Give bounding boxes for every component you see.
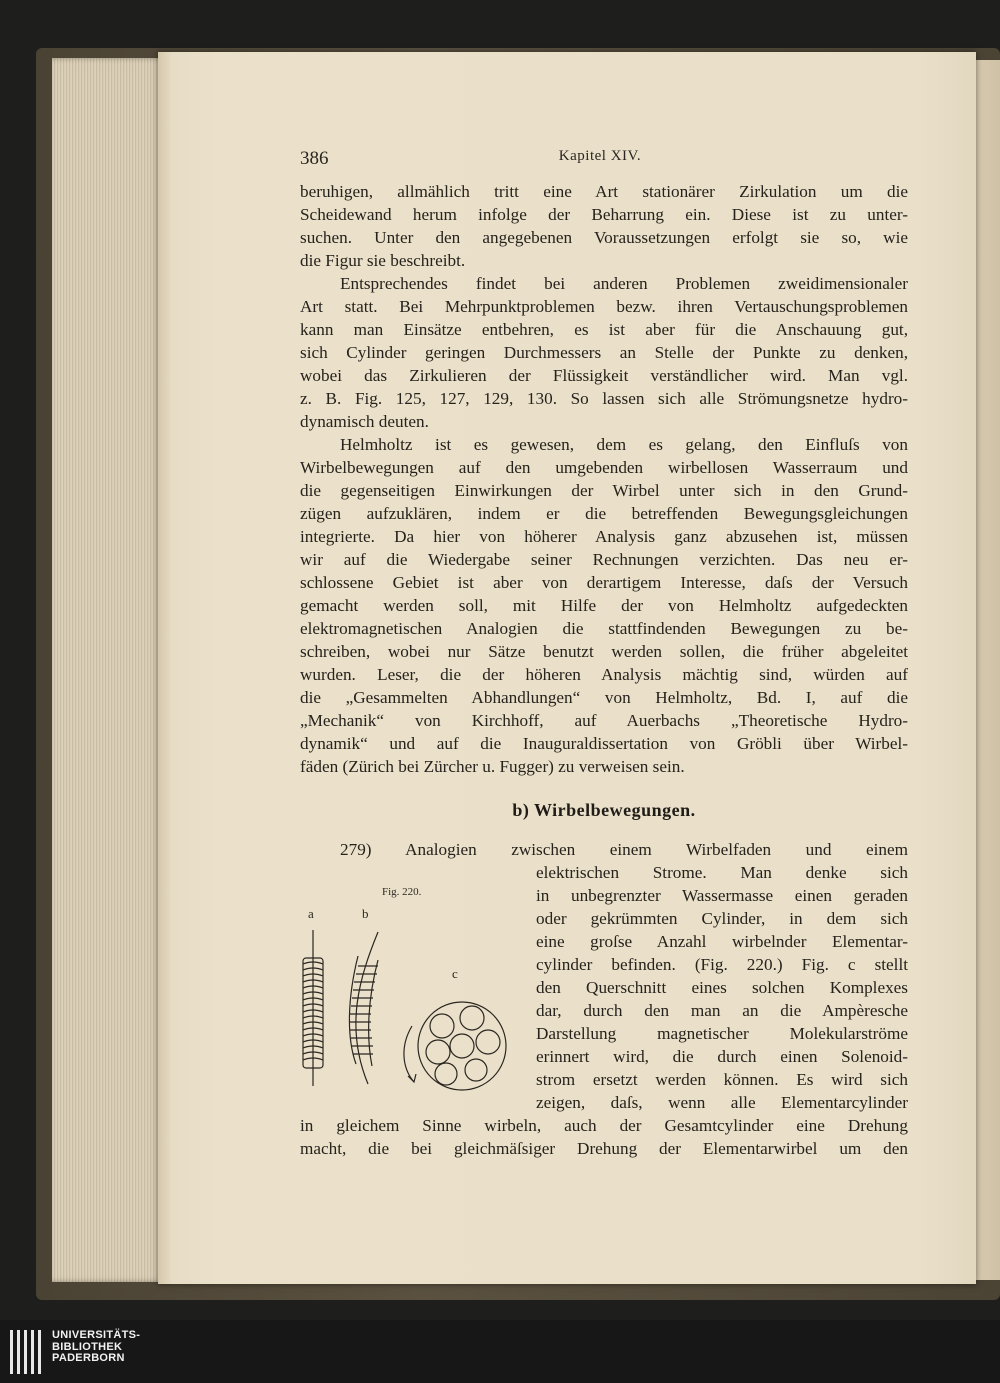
section-heading: b) Wirbelbewegungen.	[512, 800, 696, 820]
text-line: gemacht werden soll, mit Hilfe der von Helmholtz aufgedeckten	[300, 596, 908, 615]
text-line: in gleichem Sinne wirbeln, auch der Gesamtcylinder eine Drehung	[300, 1116, 908, 1135]
text-line: den Querschnitt eines solchen Komplexes	[536, 978, 908, 997]
text-line: elektromagnetischen Analogien die stattfindenden Bewegungen zu be-	[300, 619, 908, 638]
text-line: wobei das Zirkulieren der Flüssigkeit verständlicher wird. Man vgl.	[300, 366, 908, 385]
page-number: 386	[300, 148, 329, 169]
text-line: „Mechanik“ von Kirchhoff, auf Auerbachs „Theoretische Hydro-	[300, 711, 908, 730]
text-line: wir auf die Wiedergabe seiner Rechnungen verzichten. Das neu er-	[300, 550, 908, 569]
text-line: schlossene Gebiet ist aber von derartigem Interesse, daſs der Versuch	[300, 573, 908, 592]
fig-c-outer-circle	[418, 1002, 506, 1090]
text-line: eine groſse Anzahl wirbelnder Elementar-	[536, 932, 908, 951]
text-line: Entsprechendes findet bei anderen Problemen zweidimensionaler	[340, 274, 908, 293]
text-line: schreiben, wobei nur Sätze benutzt werden sollen, die früher abgeleitet	[300, 642, 908, 661]
text-line: strom ersetzt werden können. Es wird sich	[536, 1070, 908, 1089]
library-footer	[0, 1320, 1000, 1383]
logo-line-3: PADERBORN	[52, 1352, 125, 1364]
text-line: oder gekrümmten Cylinder, in dem sich	[536, 909, 908, 928]
logo-line-2: BIBLIOTHEK	[52, 1340, 123, 1353]
text-line: zügen aufzuklären, indem er die betreffenden Bewegungsgleichungen	[300, 504, 908, 523]
text-line: suchen. Unter den angegebenen Voraussetzungen erfolgt sie so, wie	[300, 228, 908, 247]
text-line: dynamik“ und auf die Inauguraldissertation von Gröbli über Wirbel-	[300, 734, 908, 753]
figure-label-c: c	[452, 966, 458, 981]
right-page-edge	[972, 60, 1000, 1280]
text-line: 279) Analogien zwischen einem Wirbelfaden und einem	[340, 840, 908, 859]
text-line: die „Gesammelten Abhandlungen“ von Helmholtz, Bd. I, auf die	[300, 688, 908, 707]
text-line: die Figur sie beschreibt.	[300, 251, 466, 270]
fig-b-axis	[356, 932, 378, 1084]
fig-b-inner	[369, 960, 378, 1066]
text-line: z. B. Fig. 125, 127, 129, 130. So lassen sich alle Strömungsnetze hydro-	[300, 389, 908, 408]
text-line: macht, die bei gleichmäſsiger Drehung der Elementarwirbel um den	[300, 1139, 908, 1158]
text-line: wurden. Leser, die der höheren Analysis mächtig sind, würden auf	[300, 665, 908, 684]
figure-220	[296, 886, 522, 1094]
text-line: beruhigen, allmählich tritt eine Art stationärer Zirkulation um die	[300, 182, 908, 201]
figure-drawing	[296, 886, 522, 1094]
text-line: fäden (Zürich bei Zürcher u. Fugger) zu verweisen sein.	[300, 757, 685, 776]
figure-label-a: a	[308, 906, 314, 921]
library-logo-text	[52, 1330, 140, 1365]
text-line: erinnert wird, die durch einen Solenoid-	[536, 1047, 908, 1066]
text-line: die gegenseitigen Einwirkungen der Wirbel unter sich in den Grund-	[300, 481, 908, 500]
text-line: sich Cylinder geringen Durchmessers an Stelle der Punkte zu denken,	[300, 343, 908, 362]
library-logo-icon	[10, 1330, 46, 1374]
text-line: Wirbelbewegungen auf den umgebenden wirbellosen Wasserraum und	[300, 458, 908, 477]
fig-c-rotation-arrow	[404, 1026, 414, 1082]
page-edges	[52, 58, 170, 1282]
running-title: Kapitel XIV.	[558, 148, 642, 164]
body-text	[300, 180, 908, 778]
text-line: Helmholtz ist es gewesen, dem es gelang, den Einfluſs von	[340, 435, 908, 454]
text-line: integrierte. Da hier von höherer Analysis ganz abzusehen ist, müssen	[300, 527, 908, 546]
text-line: kann man Einsätze entbehren, es ist aber für die Anschauung gut,	[300, 320, 908, 339]
text-line: Darstellung magnetischer Molekularströme	[536, 1024, 908, 1043]
figure-label-b: b	[362, 906, 369, 921]
text-line: in unbegrenzter Wassermasse einen geraden	[536, 886, 908, 905]
text-line: dar, durch den man an die Ampèresche	[536, 1001, 908, 1020]
text-line: Scheidewand herum infolge der Beharrung ein. Diese ist zu unter-	[300, 205, 908, 224]
text-line: cylinder befinden. (Fig. 220.) Fig. c stellt	[536, 955, 908, 974]
text-line: zeigen, daſs, wenn alle Elementarcylinder	[536, 1093, 908, 1112]
logo-line-1: UNIVERSITÄTS-	[52, 1329, 141, 1341]
figure-caption: Fig. 220.	[382, 886, 422, 898]
text-line: elektrischen Strome. Man denke sich	[536, 863, 908, 882]
text-line: dynamisch deuten.	[300, 412, 429, 431]
text-line: Art statt. Bei Mehrpunktproblemen bezw. ihren Vertauschungsproblemen	[300, 297, 908, 316]
